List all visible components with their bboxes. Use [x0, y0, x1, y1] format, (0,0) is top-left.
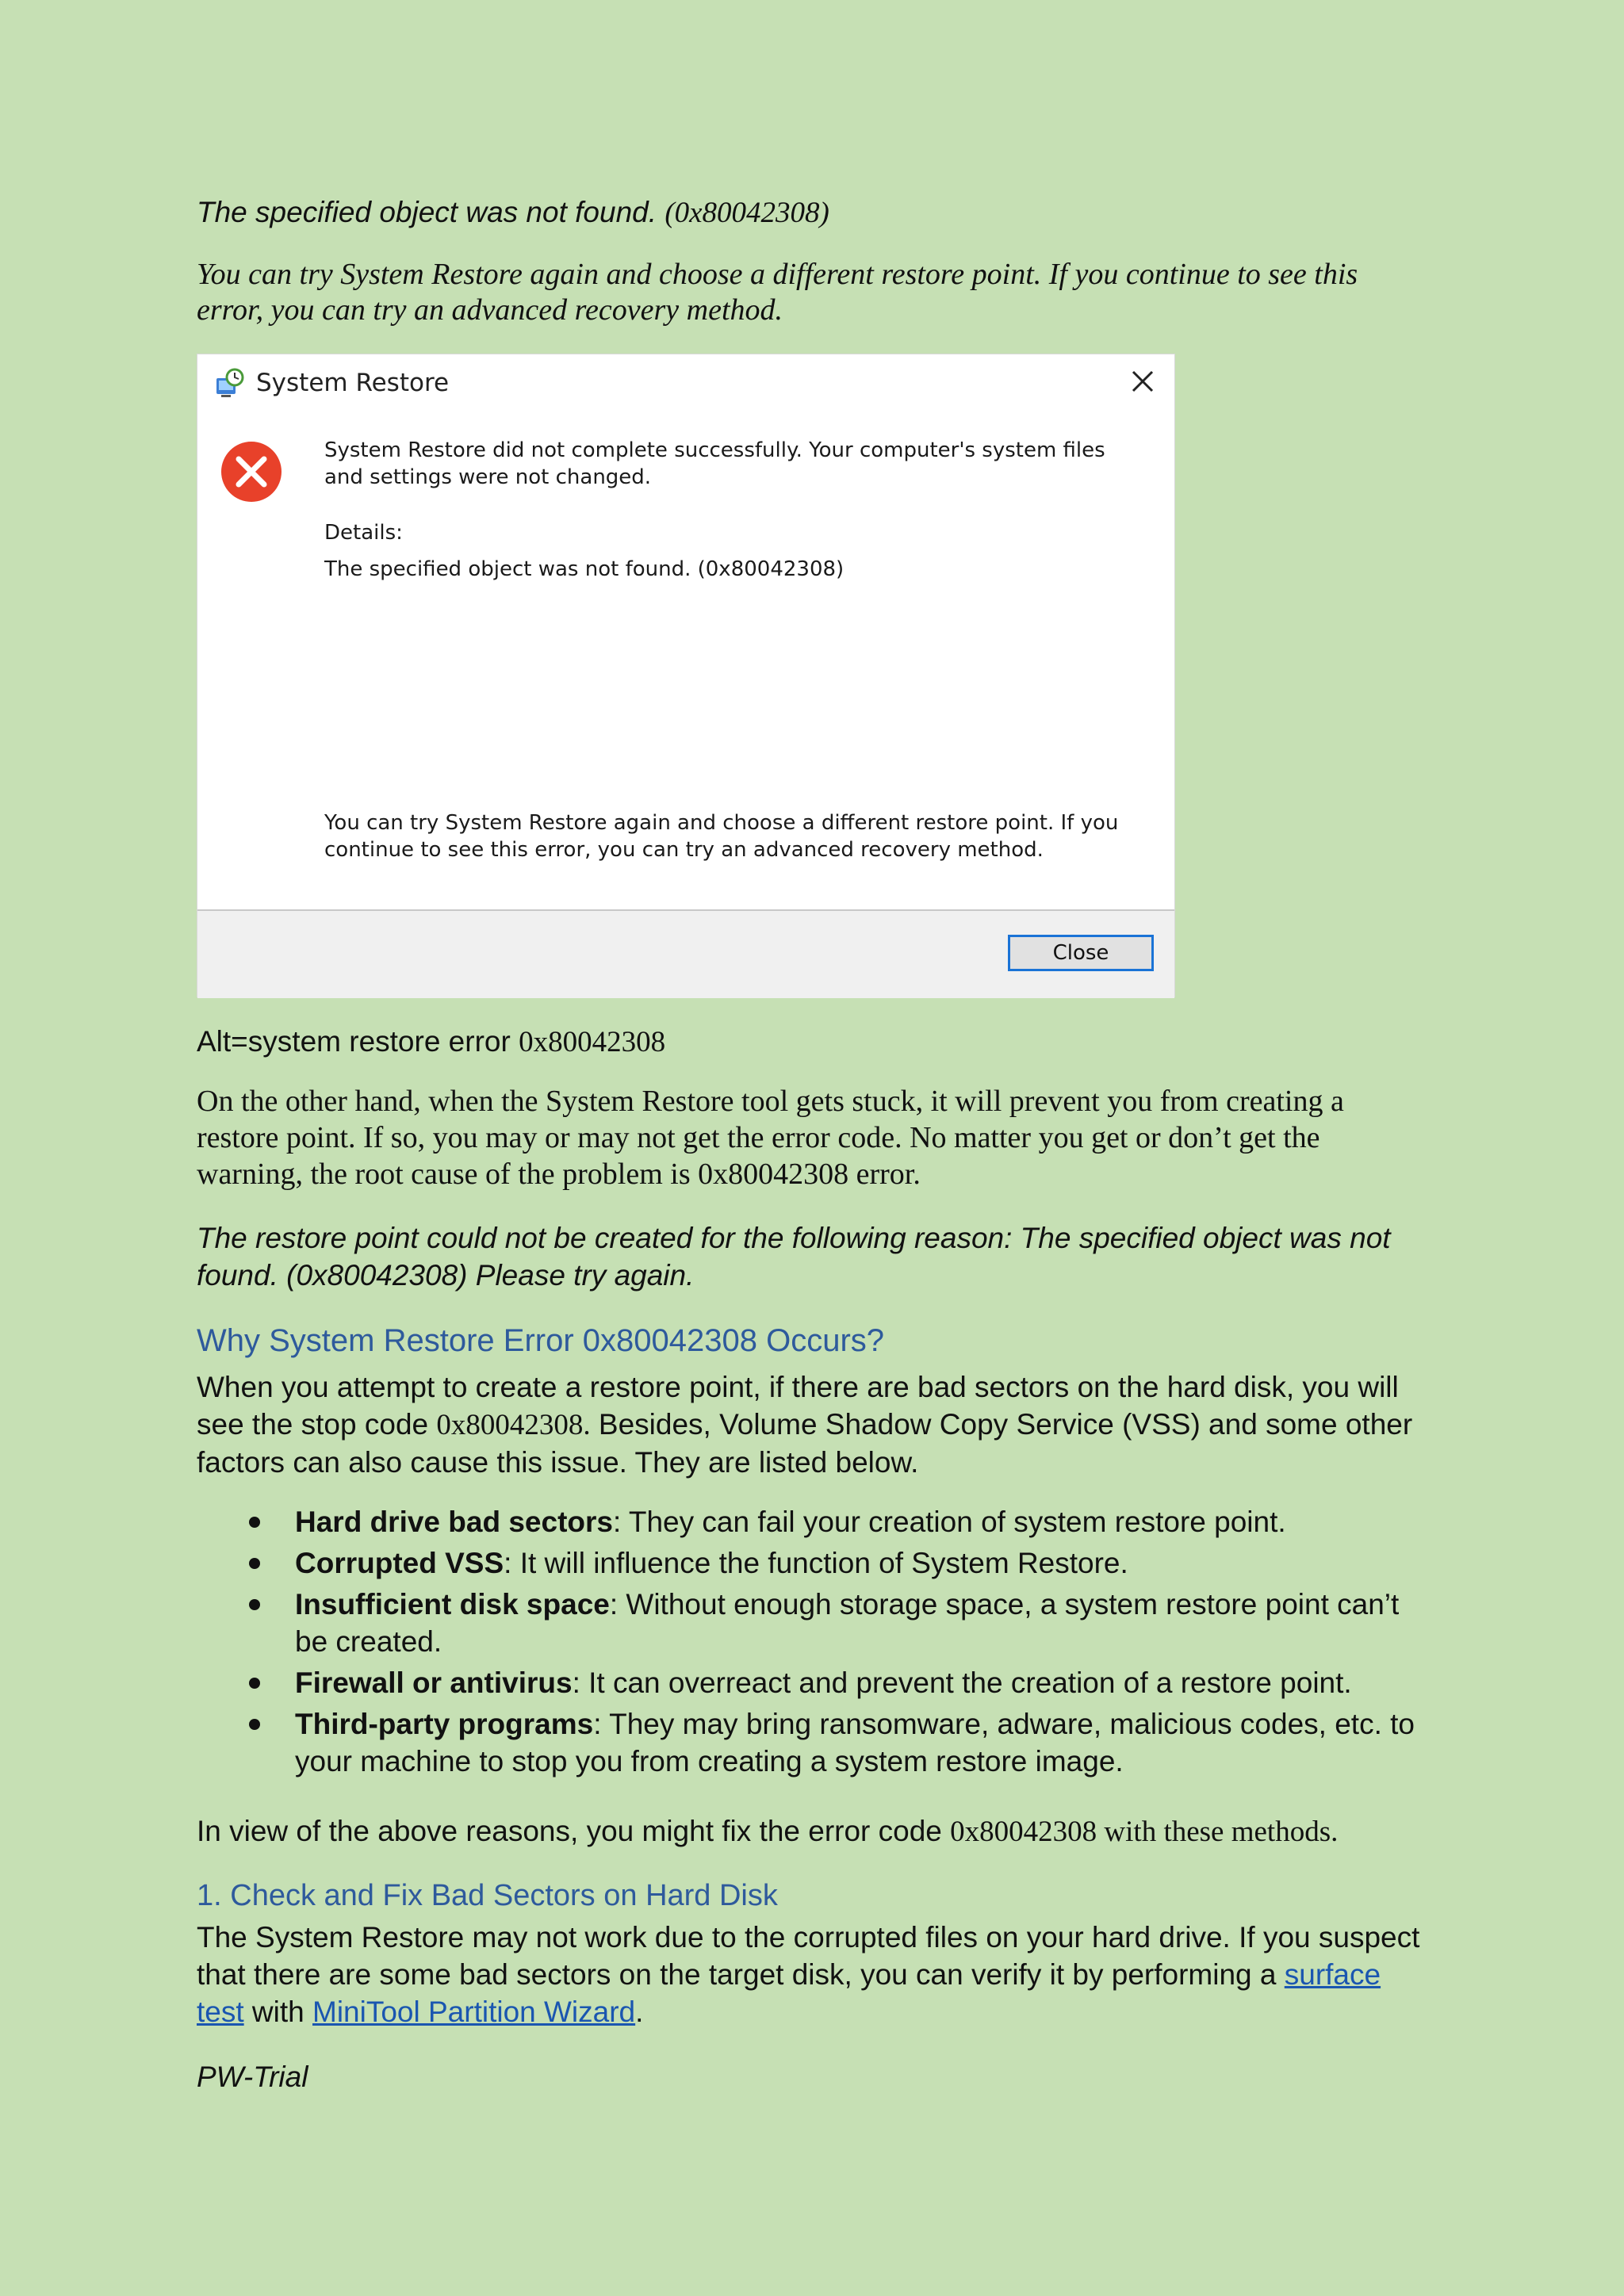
- alt-caption-code: 0x80042308: [519, 1026, 666, 1058]
- list-item: [197, 1503, 1434, 1540]
- dialog-footer: [197, 909, 1174, 998]
- section-intro-code: 0x80042308.: [436, 1409, 591, 1441]
- dialog-title: System Restore: [256, 369, 450, 397]
- method1-heading: 1. Check and Fix Bad Sectors on Hard Disk: [197, 1879, 778, 1912]
- cause-bold: Hard drive bad sectors: [295, 1506, 613, 1538]
- method1-text-part2: with: [243, 1996, 312, 2028]
- quote-paragraph: The restore point could not be created for the following reason: The specified object was not found. (0x80042308) Please try again.: [197, 1222, 1391, 1292]
- method1-paragraph: [197, 1919, 1434, 2030]
- cause-text: : It can overreact and prevent the creation of a restore point.: [572, 1667, 1352, 1699]
- error-icon: [220, 440, 283, 503]
- bullet-icon: [249, 1678, 260, 1689]
- section-intro: [197, 1368, 1434, 1481]
- methods-intro-code: 0x80042308 with these methods.: [950, 1816, 1339, 1848]
- alt-caption: [197, 1023, 1434, 1061]
- methods-intro: [197, 1812, 1434, 1850]
- dialog-message: System Restore did not complete successfully. Your computer's system files and settings were not changed.: [324, 438, 1105, 489]
- section-intro-part1: When you attempt to create a restore point, if there are bad sectors on the hard disk, you will see the stop code: [197, 1371, 1399, 1441]
- bullet-icon: [249, 1517, 260, 1528]
- system-restore-app-icon: [212, 367, 245, 400]
- intro-error-text: The specified object was not found.: [197, 196, 657, 228]
- bullet-icon: [249, 1599, 260, 1610]
- dialog-details-text: The specified object was not found. (0x80042308): [324, 557, 845, 581]
- close-icon[interactable]: [1127, 365, 1159, 397]
- list-item: [197, 1705, 1434, 1780]
- cause-text: : They may bring ransomware, adware, malicious codes, etc. to your machine to stop you from creating a system restore image.: [295, 1708, 1415, 1777]
- cause-bold: Third-party programs: [295, 1708, 594, 1740]
- list-item: [197, 1586, 1434, 1660]
- close-button[interactable]: Close: [1008, 935, 1154, 971]
- cause-text: : It will influence the function of System Restore.: [504, 1547, 1128, 1579]
- bullet-icon: [249, 1558, 260, 1569]
- method1-text-part3: .: [635, 1996, 644, 2028]
- dialog-footer-message: You can try System Restore again and choose a different restore point. If you continue to see this error, you can try an advanced recovery method.: [324, 811, 1119, 862]
- methods-intro-part1: In view of the above reasons, you might fix the error code: [197, 1815, 951, 1847]
- section-heading: Why System Restore Error 0x80042308 Occurs?: [197, 1323, 885, 1358]
- intro-error-line: [197, 193, 1434, 232]
- list-item: [197, 1664, 1434, 1701]
- minitool-partition-wizard-link[interactable]: MiniTool Partition Wizard: [312, 1996, 636, 2028]
- dialog-details-label: Details:: [324, 521, 403, 545]
- trial-label: PW-Trial: [197, 2061, 308, 2093]
- bullet-icon: [249, 1719, 260, 1730]
- surface-test-link[interactable]: surface test: [197, 1958, 1381, 2028]
- intro-error-code: (0x80042308): [665, 197, 829, 229]
- alt-caption-text: Alt=system restore error: [197, 1025, 519, 1058]
- causes-list: [197, 1503, 1434, 1784]
- list-item: [197, 1544, 1434, 1582]
- cause-bold: Corrupted VSS: [295, 1547, 504, 1579]
- cause-bold: Insufficient disk space: [295, 1588, 610, 1621]
- intro-retry-line: You can try System Restore again and choose a different restore point. If you continue to see this error, you can try an advanced recovery method.: [197, 258, 1358, 327]
- cause-text: : Without enough storage space, a system restore point can’t be created.: [295, 1588, 1400, 1658]
- cause-bold: Firewall or antivirus: [295, 1667, 573, 1699]
- cause-text: : They can fail your creation of system restore point.: [612, 1506, 1286, 1538]
- method1-text-part1: The System Restore may not work due to the corrupted files on your hard drive. If you suspect that there are some bad sectors on the target disk, you can verify it by performing a: [197, 1921, 1420, 1991]
- stuck-paragraph: On the other hand, when the System Restore tool gets stuck, it will prevent you from creating a restore point. If so, you may or may not get the error code. No matter you get or don’t get the warning, the root cause of the problem is 0x80042308 error.: [197, 1085, 1344, 1191]
- system-restore-dialog: [197, 354, 1175, 997]
- section-intro-part2: Besides, Volume Shadow Copy Service (VSS) and some other factors can also cause this issue. They are listed below.: [197, 1408, 1413, 1479]
